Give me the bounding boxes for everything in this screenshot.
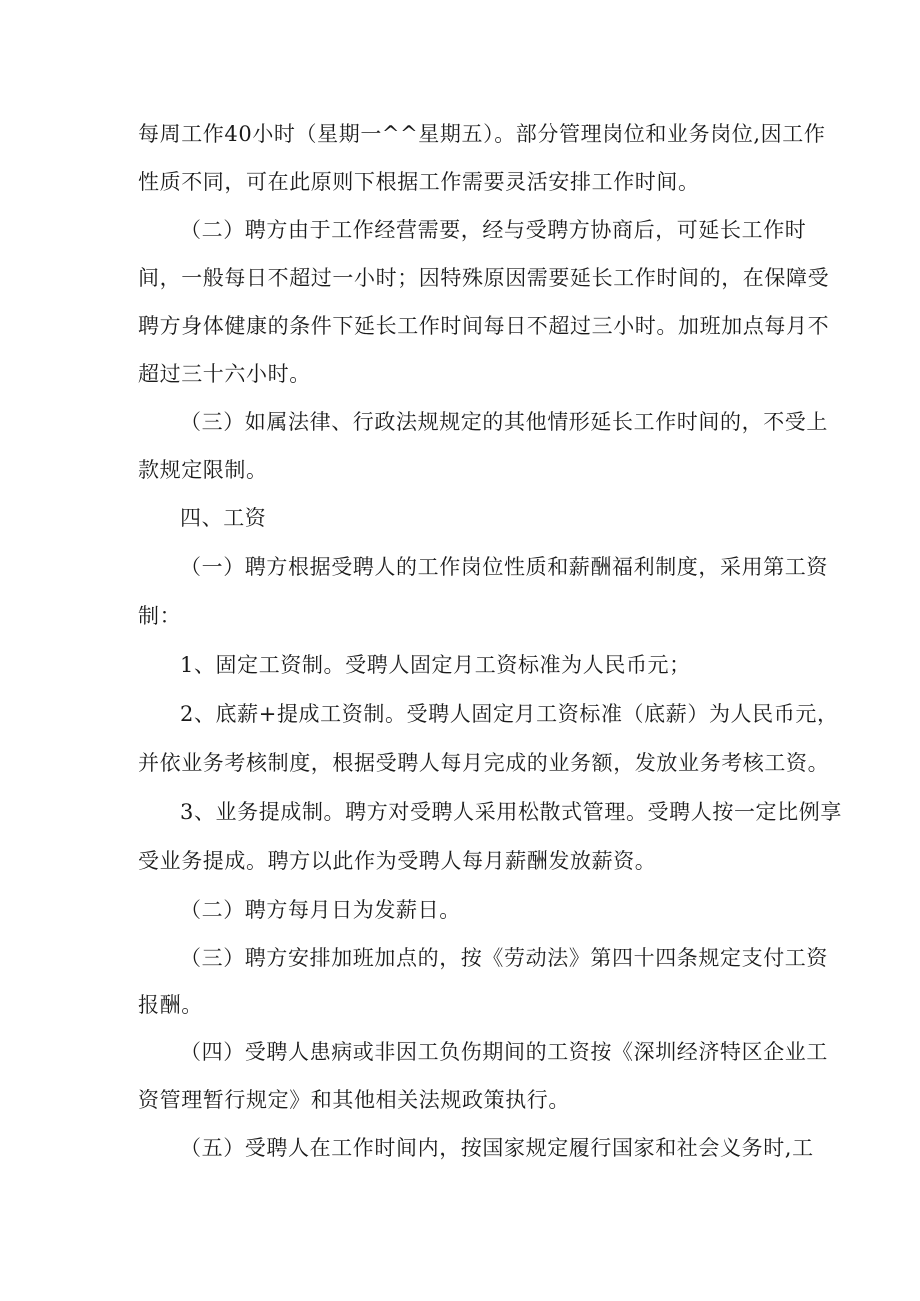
text-line: （五）受聘人在工作时间内，按国家规定履行国家和社会义务时,工 <box>180 1136 814 1160</box>
text-line: 超过三十六小时。 <box>138 362 311 386</box>
text-line: 2、底薪+提成工资制。受聘人固定月工资标准（底薪）为人民币元， <box>180 702 839 726</box>
text-line: 报酬。 <box>138 993 203 1017</box>
text-line: 聘方身体健康的条件下延长工作时间每日不超过三小时。加班加点每月不 <box>138 314 830 338</box>
text-line: 每周工作40小时（星期一^^星期五）。部分管理岗位和业务岗位,因工作 <box>138 122 826 146</box>
text-line: 3、业务提成制。聘方对受聘人采用松散式管理。受聘人按一定比例享 <box>180 800 842 824</box>
text-line: （三）如属法律、行政法规规定的其他情形延长工作时间的，不受上 <box>180 410 828 434</box>
text-line: （二）聘方每月日为发薪日。 <box>180 898 461 922</box>
text-line: （一）聘方根据受聘人的工作岗位性质和薪酬福利制度，采用第工资 <box>180 555 828 579</box>
text-line: 并依业务考核制度，根据受聘人每月完成的业务额，发放业务考核工资。 <box>138 751 830 775</box>
text-line: 制： <box>138 604 182 628</box>
text-line: （四）受聘人患病或非因工负伤期间的工资按《深圳经济特区企业工 <box>180 1040 828 1064</box>
section-heading: 四、工资 <box>180 506 267 530</box>
text-line: 款规定限制。 <box>138 458 268 482</box>
text-line: 1、固定工资制。受聘人固定月工资标准为人民币元； <box>180 653 691 677</box>
text-line: （三）聘方安排加班加点的，按《劳动法》第四十四条规定支付工资 <box>180 946 828 970</box>
text-line: 性质不同，可在此原则下根据工作需要灵活安排工作时间。 <box>138 170 700 194</box>
text-line: 间，一般每日不超过一小时；因特殊原因需要延长工作时间的，在保障受 <box>138 266 830 290</box>
text-line: 资管理暂行规定》和其他相关法规政策执行。 <box>138 1088 570 1112</box>
text-line: 受业务提成。聘方以此作为受聘人每月薪酬发放薪资。 <box>138 849 657 873</box>
text-line: （二）聘方由于工作经营需要，经与受聘方协商后，可延长工作时 <box>180 218 807 242</box>
